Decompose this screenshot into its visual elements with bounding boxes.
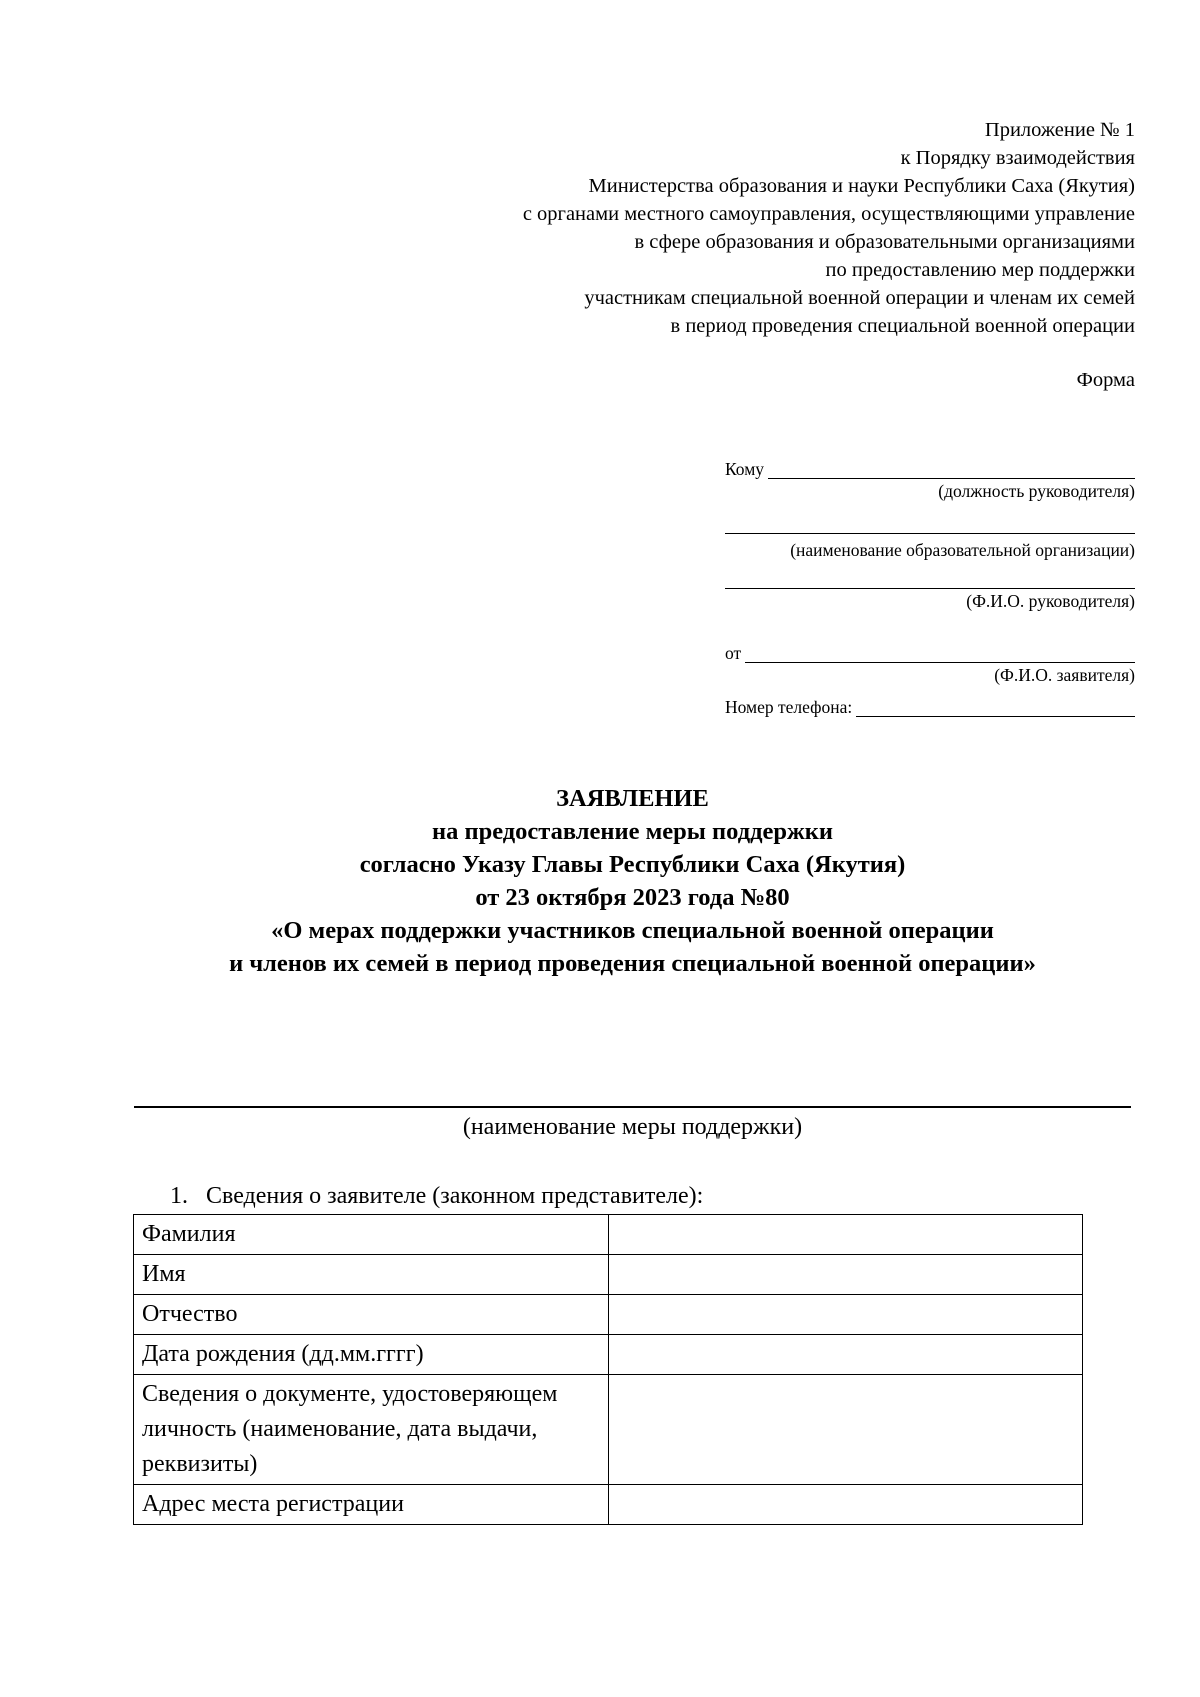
to-label: Кому [725, 459, 765, 479]
applicant-name-field[interactable] [745, 644, 1135, 663]
head-name-field[interactable] [725, 568, 1135, 589]
row-value-cell[interactable] [609, 1335, 1083, 1375]
applicant-info-table [133, 1214, 1083, 1525]
appendix-line: с органами местного самоуправления, осуществляющими управление [522, 203, 1135, 225]
appendix-line: участникам специальной военной операции и членам их семей [584, 287, 1135, 309]
row-value-cell[interactable] [609, 1215, 1083, 1255]
row-value-cell[interactable] [609, 1485, 1083, 1525]
appendix-line: Приложение № 1 [984, 119, 1135, 141]
phone-row [725, 693, 1135, 717]
phone-field[interactable] [856, 698, 1135, 717]
title-line: ЗАЯВЛЕНИЕ [556, 785, 709, 812]
table-row [134, 1485, 1083, 1525]
appendix-line: Министерства образования и науки Республики Саха (Якутия) [588, 175, 1135, 197]
row-label: Фамилия [134, 1215, 609, 1255]
document-title [0, 782, 1200, 980]
row-label: Отчество [134, 1295, 609, 1335]
table-row [134, 1375, 1083, 1485]
title-line: от 23 октября 2023 года №80 [475, 884, 790, 911]
organization-caption: (наименование образовательной организации) [790, 540, 1135, 560]
head-name-caption: (Ф.И.О. руководителя) [966, 591, 1135, 611]
title-line: «О мерах поддержки участников специальной военной операции [271, 917, 994, 944]
appendix-header [523, 116, 1135, 340]
addressee-block [725, 455, 1135, 717]
measure-name-field[interactable] [134, 1106, 1131, 1108]
row-label: Сведения о документе, удостоверяющем личность (наименование, дата выдачи, реквизиты) [134, 1375, 609, 1485]
table-row [134, 1295, 1083, 1335]
section-title: Сведения о заявителе (законном представителе): [206, 1183, 704, 1209]
row-value-cell[interactable] [609, 1375, 1083, 1485]
section-1-heading [170, 1180, 703, 1212]
position-field[interactable] [768, 460, 1135, 479]
row-value-cell[interactable] [609, 1295, 1083, 1335]
table-row [134, 1215, 1083, 1255]
appendix-line: в сфере образования и образовательными организациями [634, 231, 1135, 253]
measure-caption: (наименование меры поддержки) [462, 1114, 803, 1140]
from-label: от [725, 643, 742, 663]
table-row [134, 1335, 1083, 1375]
from-row [725, 639, 1135, 663]
title-line: на предоставление меры поддержки [431, 818, 834, 845]
row-label: Имя [134, 1255, 609, 1295]
applicant-caption: (Ф.И.О. заявителя) [994, 665, 1135, 685]
section-number: 1. [170, 1183, 188, 1209]
form-label: Форма [1076, 369, 1135, 391]
table-row [134, 1255, 1083, 1295]
phone-label: Номер телефона: [725, 697, 853, 717]
appendix-line: по предоставлению мер поддержки [825, 259, 1135, 281]
row-label: Адрес места регистрации [134, 1485, 609, 1525]
to-row [725, 455, 1135, 479]
row-label: Дата рождения (дд.мм.гггг) [134, 1335, 609, 1375]
position-caption: (должность руководителя) [938, 481, 1135, 501]
appendix-line: в период проведения специальной военной операции [670, 315, 1135, 337]
appendix-line: к Порядку взаимодействия [900, 147, 1135, 169]
title-line: и членов их семей в период проведения специальной военной операции» [229, 950, 1036, 977]
row-value-cell[interactable] [609, 1255, 1083, 1295]
organization-field[interactable] [725, 513, 1135, 534]
title-line: согласно Указу Главы Республики Саха (Якутия) [359, 851, 906, 878]
